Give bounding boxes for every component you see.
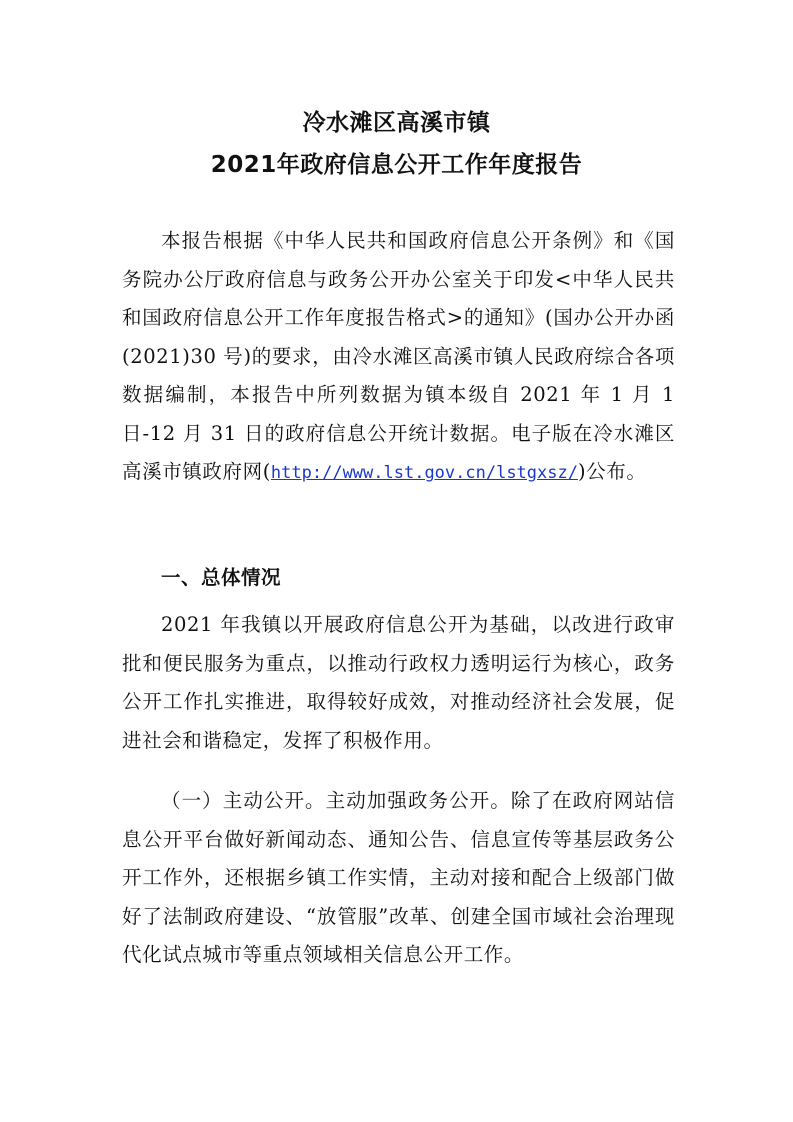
document-title-line-1: 冷水滩区高溪市镇 [302,110,491,136]
overall-paragraph: 2021 年我镇以开展政府信息公开为基础，以改进行政审批和便民服务为重点，以推动行政权力透明运行为核心，政务公开工作扎实推进，取得较好成效，对推动经济社会发展，促进社会和谐稳定，发挥了积极作用。 [122,613,675,752]
intro-text-before-link: 本报告根据《中华人民共和国政府信息公开条例》和《国务院办公厅政府信息与政务公开办公室关于印发<中华人民共和国政府信息公开工作年度报告格式>的通知》(国办公开办函(2021)30 号)的要求，由冷水滩区高溪市镇人民政府综合各项数据编制，本报告中所列数据为镇本级自 2021 年 1 月 1 日-12 月 31 日的政府信息公开统计数据。电子版在冷水滩区高溪市镇政府网( [122,229,675,483]
intro-paragraph [122,222,675,493]
active-disclosure-paragraph: （一）主动公开。主动加强政务公开。除了在政府网站信息公开平台做好新闻动态、通知公告、信息宣传等基层政务公开工作外，还根据乡镇工作实情，主动对接和配合上级部门做好了法制政府建设、“放管服”改革、创建全国市域社会治理现代化试点城市等重点领域相关信息公开工作。 [122,789,675,966]
section-heading-overall: 一、总体情况 [161,566,282,589]
intro-text-after-link: )公布。 [577,460,647,483]
document-title-line-2: 2021年政府信息公开工作年度报告 [210,152,583,178]
government-website-link[interactable]: http://www.lst.gov.cn/lstgxsz/ [270,463,578,483]
